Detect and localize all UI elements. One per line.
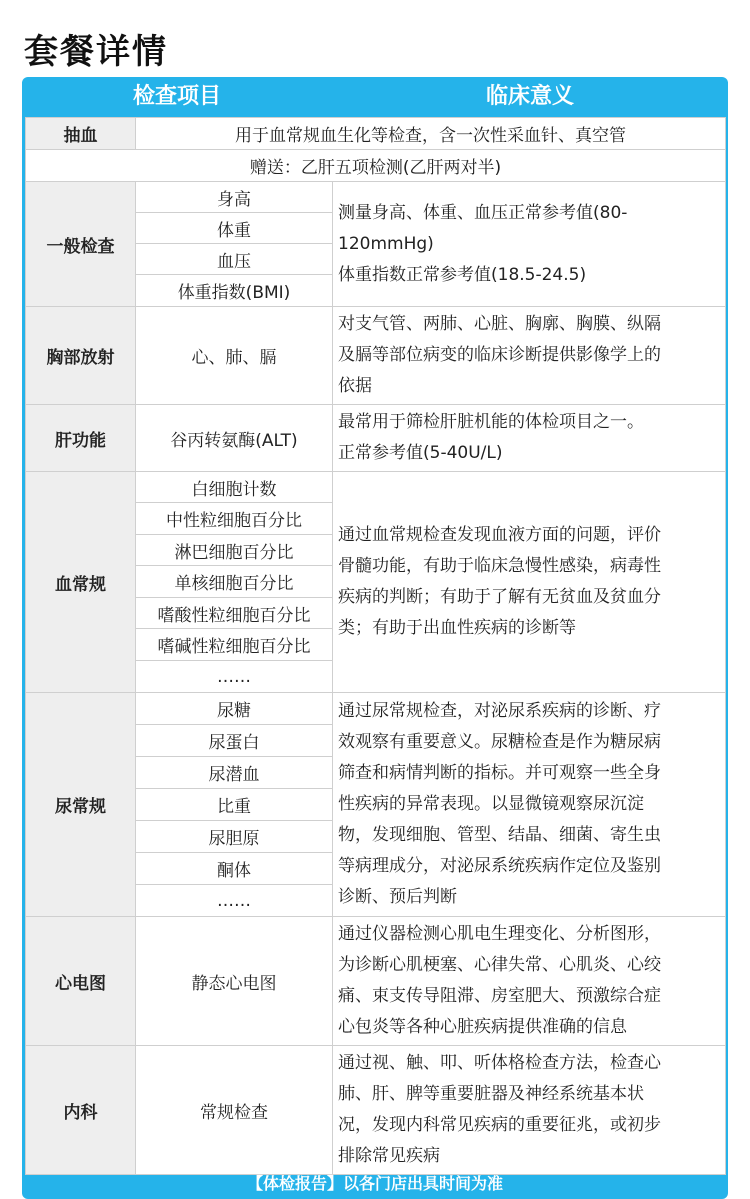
category-cell: 一般检查	[26, 182, 136, 307]
description-line: 通过视、触、叩、听体格检查方法，检查心	[338, 1053, 661, 1073]
header-exam-item: 检查项目	[132, 84, 221, 109]
table-row	[26, 472, 726, 503]
exam-item: 谷丙转氨酶(ALT)	[136, 405, 333, 472]
exam-item: 常规检查	[136, 1046, 333, 1175]
description-line: 体重指数正常参考值(18.5-24.5)	[338, 264, 587, 285]
exam-item: 身高	[136, 182, 333, 213]
description-line: 排除常见疾病	[338, 1146, 440, 1166]
description-line: 痛、束支传导阻滞、房室肥大、预激综合症	[338, 986, 661, 1006]
exam-item: 心、肺、膈	[136, 307, 333, 405]
category-cell: 内科	[26, 1046, 136, 1175]
description-line: 为诊断心肌梗塞、心律失常、心肌炎、心绞	[338, 955, 661, 975]
description-line: 通过血常规检查发现血液方面的问题，评价	[338, 525, 661, 545]
exam-item: 单核细胞百分比	[136, 566, 333, 598]
table-row	[26, 693, 726, 725]
description-line: 对支气管、两肺、心脏、胸廓、胸膜、纵隔	[338, 314, 661, 334]
description-line: 况，发现内科常见疾病的重要征兆，或初步	[338, 1115, 661, 1135]
header-clinical-significance: 临床意义	[485, 84, 574, 109]
description-cell	[333, 307, 726, 405]
description-line: 肺、肝、脾等重要脏器及神经系统基本状	[338, 1084, 644, 1104]
exam-item: 嗜酸性粒细胞百分比	[136, 598, 333, 629]
exam-item: 嗜碱性粒细胞百分比	[136, 629, 333, 661]
description-line: 依据	[338, 376, 372, 396]
description-line: 类；有助于出血性疾病的诊断等	[338, 618, 576, 638]
exam-item: ……	[136, 885, 333, 917]
exam-item: 体重指数(BMI)	[136, 275, 333, 307]
description-line: 120mmHg)	[338, 233, 434, 254]
exam-item: 尿糖	[136, 693, 333, 725]
description-line: 及膈等部位病变的临床诊断提供影像学上的	[338, 345, 661, 365]
description-line: 通过仪器检测心肌电生理变化、分析图形，	[338, 924, 661, 944]
description-line: 骨髓功能，有助于临床急慢性感染，病毒性	[338, 556, 661, 576]
exam-item: 比重	[136, 789, 333, 821]
exam-item: 尿潜血	[136, 757, 333, 789]
category-cell: 尿常规	[26, 693, 136, 917]
exam-item: 尿蛋白	[136, 725, 333, 757]
exam-item: 酮体	[136, 853, 333, 885]
table-row	[26, 917, 726, 1046]
description-cell	[333, 182, 726, 307]
description-cell	[333, 1046, 726, 1175]
table-row	[26, 307, 726, 405]
description-cell	[333, 472, 726, 693]
table-row	[26, 1046, 726, 1175]
table-header	[22, 77, 728, 117]
exam-item: 尿胆原	[136, 821, 333, 853]
gift-note: 赠送：乙肝五项检测(乙肝两对半)	[26, 150, 726, 182]
description-line: 正常参考值(5-40U/L)	[338, 443, 503, 463]
category-cell: 血常规	[26, 472, 136, 693]
exam-item: 白细胞计数	[136, 472, 333, 503]
description-cell	[333, 405, 726, 472]
table-row-gift	[26, 150, 726, 182]
description-line: 性疾病的异常表现。以显微镜观察尿沉淀	[338, 794, 644, 814]
description-line: 测量身高、体重、血压正常参考值(80-	[338, 202, 628, 223]
description-line: 筛查和病情判断的指标。并可观察一些全身	[338, 763, 661, 783]
description-line: 诊断、预后判断	[338, 887, 457, 907]
category-cell: 肝功能	[26, 405, 136, 472]
page-title: 套餐详情	[24, 32, 168, 72]
table-row	[26, 182, 726, 213]
package-table-frame	[22, 77, 728, 1199]
exam-item: ……	[136, 661, 333, 693]
category-cell: 心电图	[26, 917, 136, 1046]
description-line: 最常用于筛检肝脏机能的体检项目之一。	[338, 412, 644, 432]
description-cell	[333, 693, 726, 917]
exam-item: 中性粒细胞百分比	[136, 503, 333, 535]
exam-item: 淋巴细胞百分比	[136, 535, 333, 566]
description-line: 心包炎等各种心脏疾病提供准确的信息	[338, 1017, 627, 1037]
package-table	[25, 117, 726, 1175]
description-line: 效观察有重要意义。尿糖检查是作为糖尿病	[338, 732, 661, 752]
exam-item: 血压	[136, 244, 333, 275]
report-time-note: 【体检报告】以各门店出具时间为准	[246, 1174, 503, 1193]
description-line: 物，发现细胞、管型、结晶、细菌、寄生虫	[338, 825, 661, 845]
table-row	[26, 405, 726, 472]
description-cell	[333, 917, 726, 1046]
exam-item: 体重	[136, 213, 333, 244]
category-cell: 抽血	[26, 118, 136, 150]
description-line: 等病理成分，对泌尿系统疾病作定位及鉴别	[338, 856, 661, 876]
description-line: 疾病的判断；有助于了解有无贫血及贫血分	[338, 587, 661, 607]
description-line: 通过尿常规检查，对泌尿系疾病的诊断、疗	[338, 701, 661, 721]
category-cell: 胸部放射	[26, 307, 136, 405]
exam-item: 静态心电图	[136, 917, 333, 1046]
blood-draw-description: 用于血常规血生化等检查，含一次性采血针、真空管	[136, 118, 726, 150]
table-row-blood-draw	[26, 118, 726, 150]
